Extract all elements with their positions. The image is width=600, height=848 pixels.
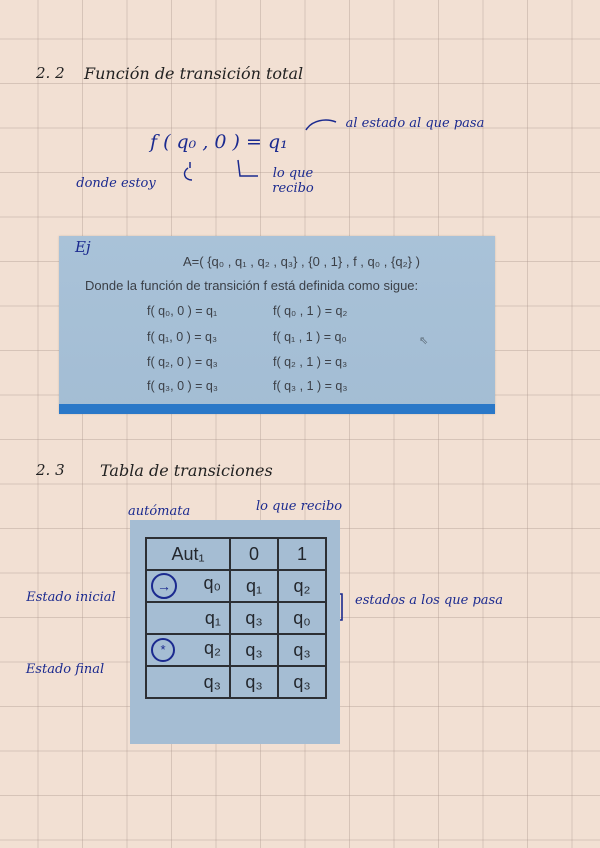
cell-on-1: q₂ (278, 570, 326, 602)
cell-on-0: q₃ (230, 634, 278, 666)
transition-table-photo (130, 520, 340, 744)
initial-arrow-icon: → (151, 573, 177, 599)
function-q2-1: f( q₂ , 1 ) = q₃ (273, 355, 348, 369)
function-q2-0: f( q₂, 0 ) = q₃ (147, 355, 218, 369)
table-row (146, 602, 326, 634)
cell-on-0: q₃ (230, 602, 278, 634)
function-q0-0: f( q₀, 0 ) = q₁ (147, 304, 218, 318)
row-state: q₃ (146, 666, 230, 698)
transition-formula: f ( q₀ , 0 ) = q₁ (150, 131, 288, 153)
section-number: 2. 2 (36, 64, 65, 82)
table-row (146, 634, 326, 666)
note-initial: Estado inicial (26, 590, 116, 605)
cell-on-1: q₃ (278, 666, 326, 698)
window-bar (59, 404, 495, 414)
row-state: q₁ (146, 602, 230, 634)
cell-on-0: q₁ (230, 570, 278, 602)
function-q1-1: f( q₁ , 1 ) = q₀ (273, 330, 347, 344)
final-star-icon: * (151, 638, 175, 662)
automaton-tuple: A=( {q₀ , q₁ , q₂ , q₃} , {0 , 1} , f , q₀ , {q₂} ) (183, 254, 420, 269)
example-label: Ej (75, 238, 91, 256)
header-automaton: Aut₁ (146, 538, 230, 570)
header-input-1: 1 (278, 538, 326, 570)
note-final: Estado final (25, 662, 105, 677)
function-description: Donde la función de transición f está definida como sigue: (85, 278, 419, 293)
note-automaton: autómata (128, 504, 191, 519)
section-title-2: Tabla de transiciones (100, 461, 273, 480)
mouse-cursor-icon: ⇖ (419, 334, 429, 347)
table-row (146, 666, 326, 698)
definition-photo (59, 236, 495, 414)
note-input-2: lo que recibo (256, 499, 343, 514)
note-where: donde estoy (76, 176, 156, 191)
function-q1-0: f( q₁, 0 ) = q₃ (147, 330, 218, 344)
transition-table (145, 537, 327, 699)
row-state: * q₂ (146, 634, 230, 666)
note-states: estados a los que pasa (355, 593, 503, 608)
header-input-0: 0 (230, 538, 278, 570)
function-q0-1: f( q₀ , 1 ) = q₂ (273, 304, 348, 318)
cell-on-0: q₃ (230, 666, 278, 698)
note-to-state: al estado al que pasa (345, 116, 485, 131)
cell-on-1: q₃ (278, 634, 326, 666)
function-q3-1: f( q₃ , 1 ) = q₃ (273, 379, 348, 393)
cell-on-1: q₀ (278, 602, 326, 634)
table-row (146, 570, 326, 602)
section-title: Función de transición total (84, 64, 304, 83)
note-input: lo que recibo (272, 166, 314, 196)
table-header-row (146, 538, 326, 570)
function-q3-0: f( q₃, 0 ) = q₃ (147, 379, 218, 393)
section-number-2: 2. 3 (36, 461, 65, 479)
row-state: → q₀ (146, 570, 230, 602)
